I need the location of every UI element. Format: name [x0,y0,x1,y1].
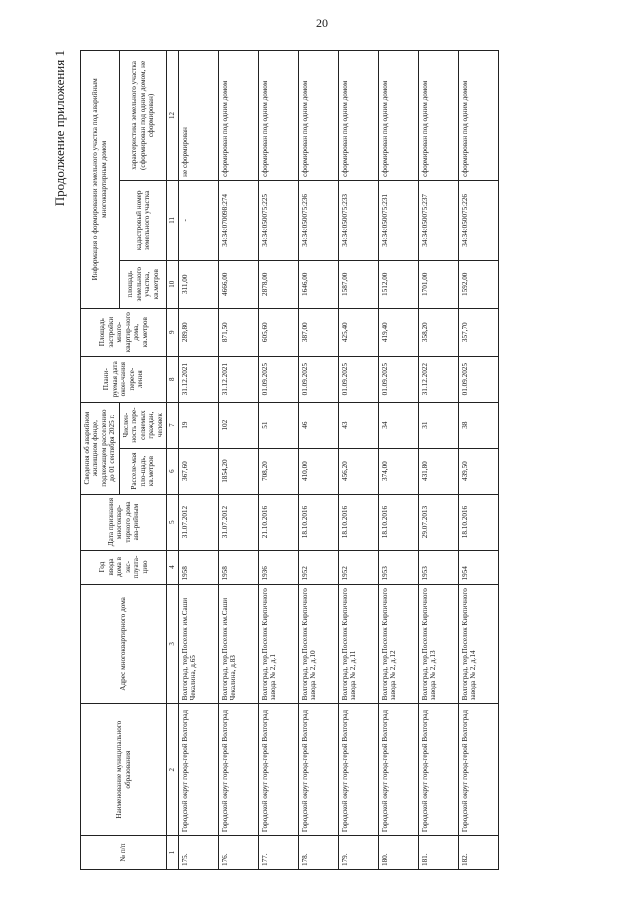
planned-date: 01.09.2025 [458,356,498,402]
date-recognized: 31.07.2012 [218,494,258,550]
column-number: 6 [167,448,178,494]
people-count: 19 [178,402,218,448]
column-number: 2 [167,704,178,836]
row-number: 179. [338,836,378,870]
built-area: 419,40 [378,308,418,356]
land-characteristic: сформирован под одним домом [258,51,298,181]
date-recognized: 21.10.2016 [258,494,298,550]
header-group-land: Информация о формировании земельного участка под аварийным многоквартирным домом [81,51,120,309]
row-number: 181. [418,836,458,870]
municipality-name: Городской округ город-герой Волгоград [378,704,418,836]
people-count: 38 [458,402,498,448]
table-row [218,51,258,870]
table-row [458,51,498,870]
row-number: 178. [298,836,338,870]
table-row [378,51,418,870]
column-number: 9 [167,308,178,356]
land-area: 1646,00 [298,260,338,308]
planned-date: 01.09.2025 [258,356,298,402]
built-area: 871,50 [218,308,258,356]
header-people: Числен-ность пере-селяемых граждан, человек [119,402,166,448]
cadastral-number: 34:34:050075:226 [458,180,498,260]
land-characteristic: не сформирован [178,51,218,181]
built-area: 387,00 [298,308,338,356]
relocation-area: 439,50 [458,448,498,494]
land-characteristic: сформирован под одним домом [378,51,418,181]
cadastral-number: - [178,180,218,260]
land-characteristic: сформирован под одним домом [418,51,458,181]
header-land-char: характеристика земельного участка (сформирован под одним домом, не сформирован) [119,51,166,181]
column-number: 7 [167,402,178,448]
cadastral-number: 34:34:050075:225 [258,180,298,260]
planned-date: 01.09.2025 [298,356,338,402]
address: Волгоград, тер.Поселок Кирпичного завода № 2, д.12 [378,584,418,704]
row-number: 180. [378,836,418,870]
built-area: 357,70 [458,308,498,356]
continuation-title: Продолжение приложения 1 [52,50,67,207]
municipality-name: Городской округ город-герой Волгоград [218,704,258,836]
municipality-name: Городской округ город-герой Волгоград [418,704,458,836]
year-built: 1952 [338,550,378,584]
header-cadastral: кадастровый номер земельного участка [119,180,166,260]
municipality-name: Городской округ город-герой Волгоград [258,704,298,836]
address: Волгоград, тер.Поселок Кирпичного завода № 2, д.10 [298,584,338,704]
land-area: 1592,00 [458,260,498,308]
column-number: 5 [167,494,178,550]
cadastral-number: 34:34:050075:236 [298,180,338,260]
page-number: 20 [316,16,328,30]
header-built-area: Площадь застройки много-квартир-ного дома, кв.метров [81,308,167,356]
address: Волгоград, тер.Поселок Кирпичного завода № 2, д.1 [258,584,298,704]
year-built: 1958 [218,550,258,584]
column-number: 3 [167,584,178,704]
municipality-name: Городской округ город-герой Волгоград [298,704,338,836]
municipality-name: Городской округ город-герой Волгоград [458,704,498,836]
built-area: 289,80 [178,308,218,356]
land-characteristic: сформирован под одним домом [298,51,338,181]
address: Волгоград, тер.Поселок Кирпичного завода № 2, д.13 [418,584,458,704]
header-area-relocated: Расселе-мая пло-щадь, кв.метров [119,448,166,494]
planned-date: 31.12.2022 [418,356,458,402]
column-number: 4 [167,550,178,584]
year-built: 1954 [458,550,498,584]
header-date-recognized: Дата признания многоквар-тирного дома ава-рийным [81,494,167,550]
year-built: 1936 [258,550,298,584]
date-recognized: 29.07.2013 [418,494,458,550]
address: Волгоград, тер.Поселок Кирпичного завода № 2, д.14 [458,584,498,704]
header-name: Наименование муниципального образования [81,704,167,836]
date-recognized: 18.10.2016 [338,494,378,550]
table-row [258,51,298,870]
built-area: 605,60 [258,308,298,356]
land-characteristic: сформирован под одним домом [458,51,498,181]
built-area: 425,40 [338,308,378,356]
address: Волгоград, тер.Поселок им.Саши Чекалина, д.83 [218,584,258,704]
relocation-area: 367,60 [178,448,218,494]
people-count: 34 [378,402,418,448]
date-recognized: 18.10.2016 [298,494,338,550]
header-year: Год ввода дома в экс-плуата-цию [81,550,167,584]
land-area: 1701,00 [418,260,458,308]
planned-date: 31.12.2021 [218,356,258,402]
year-built: 1953 [418,550,458,584]
year-built: 1953 [378,550,418,584]
people-count: 43 [338,402,378,448]
row-number: 175. [178,836,218,870]
people-count: 51 [258,402,298,448]
header-address: Адрес многоквартирного дома [81,584,167,704]
municipality-name: Городской округ город-герой Волгоград [178,704,218,836]
rotated-document [44,50,622,870]
row-number: 176. [218,836,258,870]
emergency-housing-table [80,50,499,870]
date-recognized: 18.10.2016 [378,494,418,550]
row-number: 182. [458,836,498,870]
header-group-relocation: Сведения об аварийном жилищном фонде, подлежащем расселению до 01 сентября 2025 г. [81,402,120,494]
planned-date: 01.09.2025 [378,356,418,402]
column-number: 11 [167,180,178,260]
built-area: 358,20 [418,308,458,356]
land-characteristic: сформирован под одним домом [338,51,378,181]
column-number-row [167,51,178,870]
municipality-name: Городской округ город-герой Волгоград [338,704,378,836]
land-characteristic: сформирован под одним домом [218,51,258,181]
header-planned-date: Плани-руемая дата окон-чания пересе-ления [81,356,167,402]
land-area: 2878,00 [258,260,298,308]
address: Волгоград, тер.Поселок Кирпичного завода № 2, д.11 [338,584,378,704]
cadastral-number: 34:34:050075:233 [338,180,378,260]
column-number: 8 [167,356,178,402]
cadastral-number: 34:34:050075:237 [418,180,458,260]
people-count: 102 [218,402,258,448]
land-area: 4666,00 [218,260,258,308]
people-count: 46 [298,402,338,448]
table-row [298,51,338,870]
header-no: № п/п [81,836,167,870]
column-number: 10 [167,260,178,308]
table-row [338,51,378,870]
year-built: 1952 [298,550,338,584]
relocation-area: 410,00 [298,448,338,494]
address: Волгоград, тер.Поселок им.Саши Чекалина, д.65 [178,584,218,704]
date-recognized: 31.07.2012 [178,494,218,550]
land-area: 311,00 [178,260,218,308]
relocation-area: 456,20 [338,448,378,494]
header-land-area: площадь земельного участка, кв.метров [119,260,166,308]
people-count: 31 [418,402,458,448]
column-number: 12 [167,51,178,181]
land-area: 1587,00 [338,260,378,308]
relocation-area: 374,00 [378,448,418,494]
date-recognized: 18.10.2016 [458,494,498,550]
planned-date: 01.09.2025 [338,356,378,402]
planned-date: 31.12.2021 [178,356,218,402]
cadastral-number: 34:34:070098:274 [218,180,258,260]
relocation-area: 708,20 [258,448,298,494]
row-number: 177. [258,836,298,870]
year-built: 1958 [178,550,218,584]
cadastral-number: 34:34:050075:231 [378,180,418,260]
table-row [178,51,218,870]
table-row [418,51,458,870]
land-area: 1512,00 [378,260,418,308]
relocation-area: 1854,20 [218,448,258,494]
column-number: 1 [167,836,178,870]
relocation-area: 431,80 [418,448,458,494]
